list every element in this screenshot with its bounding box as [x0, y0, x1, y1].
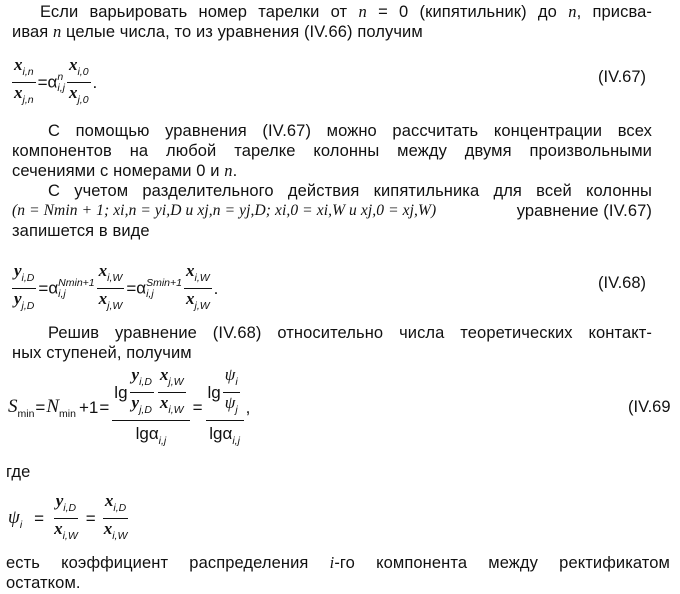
equation-iv-67: $\frac{x_{i,n}}{x_{j,n}}$ = α n i,j $\frac{x_{i,0}}{x_{j,0}}$ . (IV.67): [0, 56, 680, 104]
paragraph-1-cont: ивая n целые числа, то из уравнения (IV.66) получим: [12, 22, 423, 41]
paragraph-2: С помощью уравнения (IV.67) можно рассчитать концентрации всех компонентов на любой тарелке колонны между двумя произвольными сечениями с номерами 0 и n.: [12, 122, 652, 180]
paragraph-5: где: [6, 463, 31, 481]
eq69-big-fraction: lg $\frac{y_{i,D}}{y_{j,D}}$ $\frac{x_{j,W}}{x_{i,W}}$ lgα$_{i,j}$: [112, 366, 189, 450]
equation-number-iv-68: (IV.68): [598, 274, 647, 292]
eq67-lhs-fraction: $\frac{x_{i,n}}{x_{j,n}}$: [14, 55, 34, 106]
eq67-rhs-fraction: $\frac{x_{i,0}}{x_{j,0}}$: [68, 55, 89, 106]
paragraph-3: С учетом разделительного действия кипятильника для всей колонны (n = Nmin + 1; xi,n = yi,D и xj,n = yj,D; xi,0 = xi,W и xj,0 = xj,W) уравнение (IV.67) запишется в виде: [12, 182, 652, 240]
paragraph-1: [40, 2, 652, 22]
eq69-psi-fraction: lg $\frac{\psi_i}{\psi_j}$ lgα$_{i,j}$: [206, 366, 244, 450]
paragraph-1-line-1: Если варьировать номер тарелки от n = 0 (кипятильник) до n, присва-: [40, 2, 653, 21]
equation-iv-69: $S_{min}$ = $N_{min}$ +1 = lg $\frac{y_{i,D}}{y_{j,D}}$ $\frac{x_{j,W}}{x_{i,W}}$ lgα$_{i,j}$ = lg $\frac{\psi_i}{\psi_j}$ lgα$_{i,j}$ , (IV.69: [0, 368, 680, 448]
equation-number-iv-69: (IV.69: [628, 398, 671, 416]
equation-psi-definition: $\psi_i$ = $\frac{y_{i,D}}{x_{i,W}}$ = $\frac{x_{i,D}}{x_{i,W}}$: [8, 491, 128, 542]
paragraph-6: есть коэффициент распределения i-го компонента между ректификатом остатком.: [6, 553, 670, 592]
equation-number-iv-67: (IV.67): [598, 68, 647, 86]
equation-iv-68: $\frac{y_{i,D}}{y_{j,D}}$ = α Nmin+1 i,j $\frac{x_{i,W}}{x_{j,W}}$ = α Smin+1 i,j $\frac{x_{i,W}}{x_{j,W}}$ . (IV.68): [14, 261, 647, 312]
boundary-conditions: (n = Nmin + 1; xi,n = yi,D и xj,n = yj,D; xi,0 = xi,W и xj,0 = xj,W): [12, 202, 437, 219]
paragraph-4: Решив уравнение (IV.68) относительно числа теоретических контакт- ных ступеней, получим: [12, 324, 652, 362]
